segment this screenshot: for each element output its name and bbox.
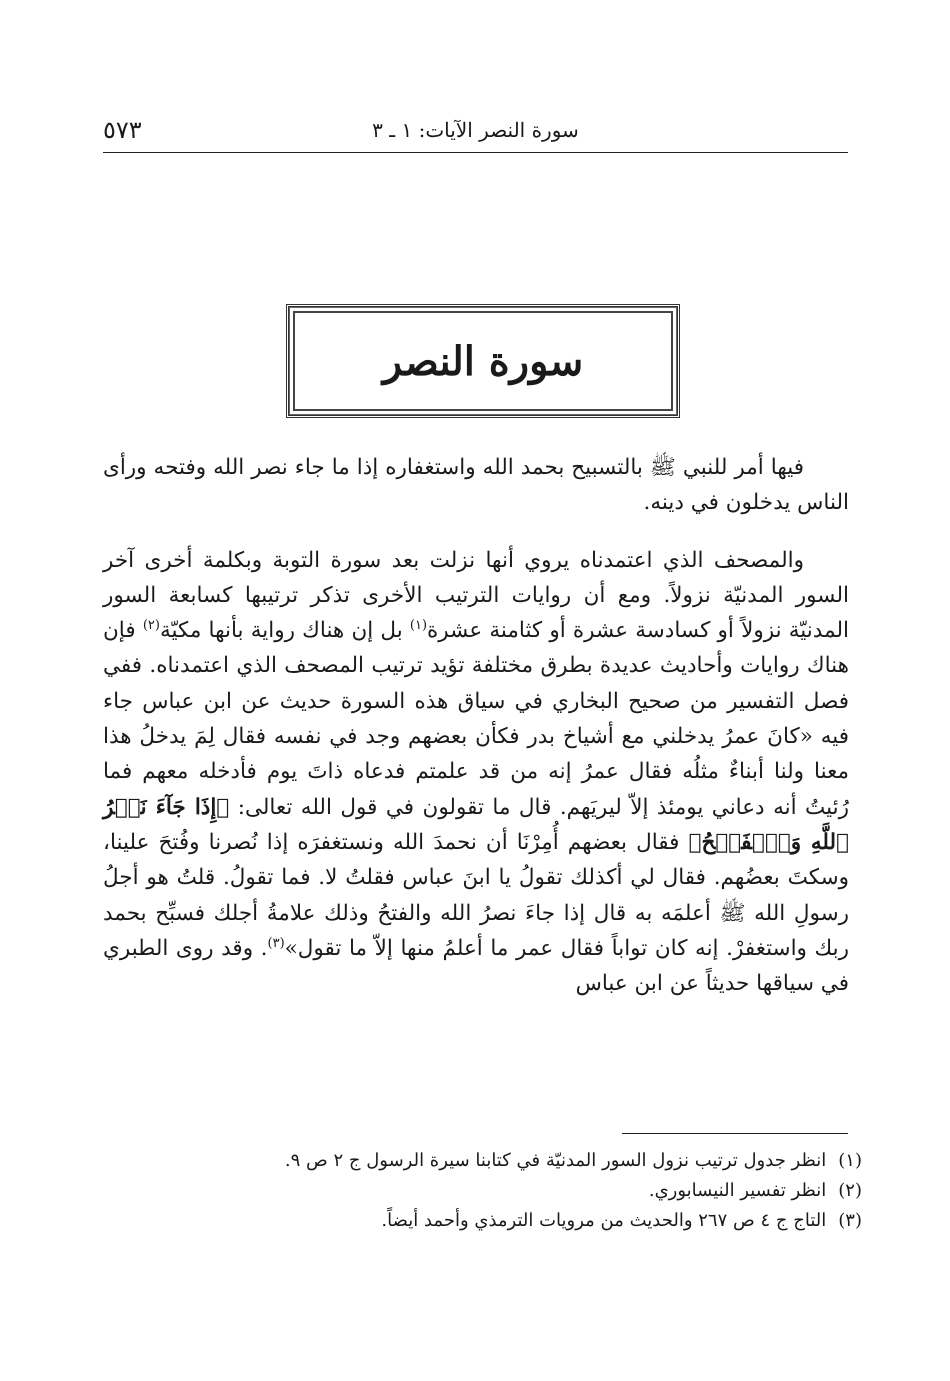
- footnotes: [102, 1146, 862, 1236]
- footnote-3: [102, 1206, 862, 1236]
- footnote-number: (١): [838, 1150, 862, 1171]
- footnote-number: (٢): [838, 1180, 862, 1201]
- page-header: [103, 112, 848, 153]
- footnote-ref-2[interactable]: (٢): [142, 618, 160, 634]
- paragraph-text: فقال بعضهم أُمِرْنَا أن نحمدَ الله ونستغفرَه إذا نُصرنا وفُتحَ علينا، وسكتَ بعضُهم. فقال لي أكذلك تقولُ يا ابنَ عباس فقلتُ لا. فما تقولُ. قلتُ هو أجلُ رسولِ الله ﷺ أعلمَه به قال إذا جاءَ نصرُ الله والفتحُ وذلك علامةُ أجلك فسبِّح بحمد ربك واستغفرْ. إنه كان تواباً فقال عمر ما أعلمُ منها إلاّ ما تقول»: [103, 829, 850, 961]
- footnote-ref-3[interactable]: (٣): [267, 935, 285, 951]
- paragraph-text: فإن هناك روايات وأحاديث عديدة بطرق مختلفة تؤيد ترتيب المصحف الذي اعتمدناه. ففي فصل التفسير من صحيح البخاري في سياق هذه السورة حديث عن ابن عباس جاء فيه «كانَ عمرُ يدخلني مع أشياخ بدر فكأن بعضهم وجد في نفسه فقال لِمَ يدخلُ هذا معنا ولنا أبناءٌ مثلُه فقال عمرُ إنه من قد علمتم فدعاه ذاتَ يوم فأدخله معهم فما رُئيتُ أنه دعاني يومئذ إلاّ ليريَهم. قال ما تقولون في قول الله تعالى:: [103, 618, 849, 820]
- footnote-number: (٣): [838, 1210, 862, 1231]
- quran-verse: ﴿إِذَا جَآءَ نَصۡرُ ٱللَّهِ وَٱلۡفَتۡحُ﴾: [103, 794, 849, 855]
- page-number: ٥٧٣: [103, 116, 142, 144]
- running-title: سورة النصر الآيات: ١ ـ ٣: [372, 118, 579, 142]
- footnote-ref-1[interactable]: (١): [409, 618, 428, 634]
- footnote-1: [102, 1146, 862, 1176]
- paragraph-text: بل إن هناك رواية بأنها مكيّة: [159, 618, 410, 644]
- main-text: [103, 450, 849, 1001]
- surah-title-inner-border: [293, 311, 673, 411]
- paragraph-text: . وقد روى الطبري في سياقها حديثاً عن ابن عباس: [103, 935, 849, 997]
- paragraph-intro: فيها أمر للنبي ﷺ بالتسبيح بحمد الله واستغفاره إذا ما جاء نصر الله وفتحه ورأى الناس يدخلون في دينه.: [103, 455, 849, 516]
- paragraph-discussion: [103, 543, 849, 1002]
- footnote-text: انظر جدول ترتيب نزول السور المدنيّة في كتابنا سيرة الرسول ج ٢ ص ٩.: [284, 1150, 827, 1171]
- footnote-text: التاج ج ٤ ص ٢٦٧ والحديث من مرويات الترمذي وأحمد أيضاً.: [381, 1210, 827, 1231]
- surah-title-frame: [286, 304, 680, 418]
- footnote-2: [102, 1176, 862, 1206]
- paragraph-text: والمصحف الذي اعتمدناه يروي أنها نزلت بعد سورة التوبة وبكلمة أخرى آخر السور المدنيّة نزولاً. ومع أن روايات الترتيب الأخرى تذكر ترتيبها كسابعة السور المدنيّة نزولاً أو كسادسة عشرة أو كثامنة عشرة: [103, 547, 849, 644]
- footnote-text: انظر تفسير النيسابوري.: [648, 1180, 827, 1201]
- footnote-separator: [622, 1133, 848, 1134]
- surah-title: سورة النصر: [382, 337, 584, 385]
